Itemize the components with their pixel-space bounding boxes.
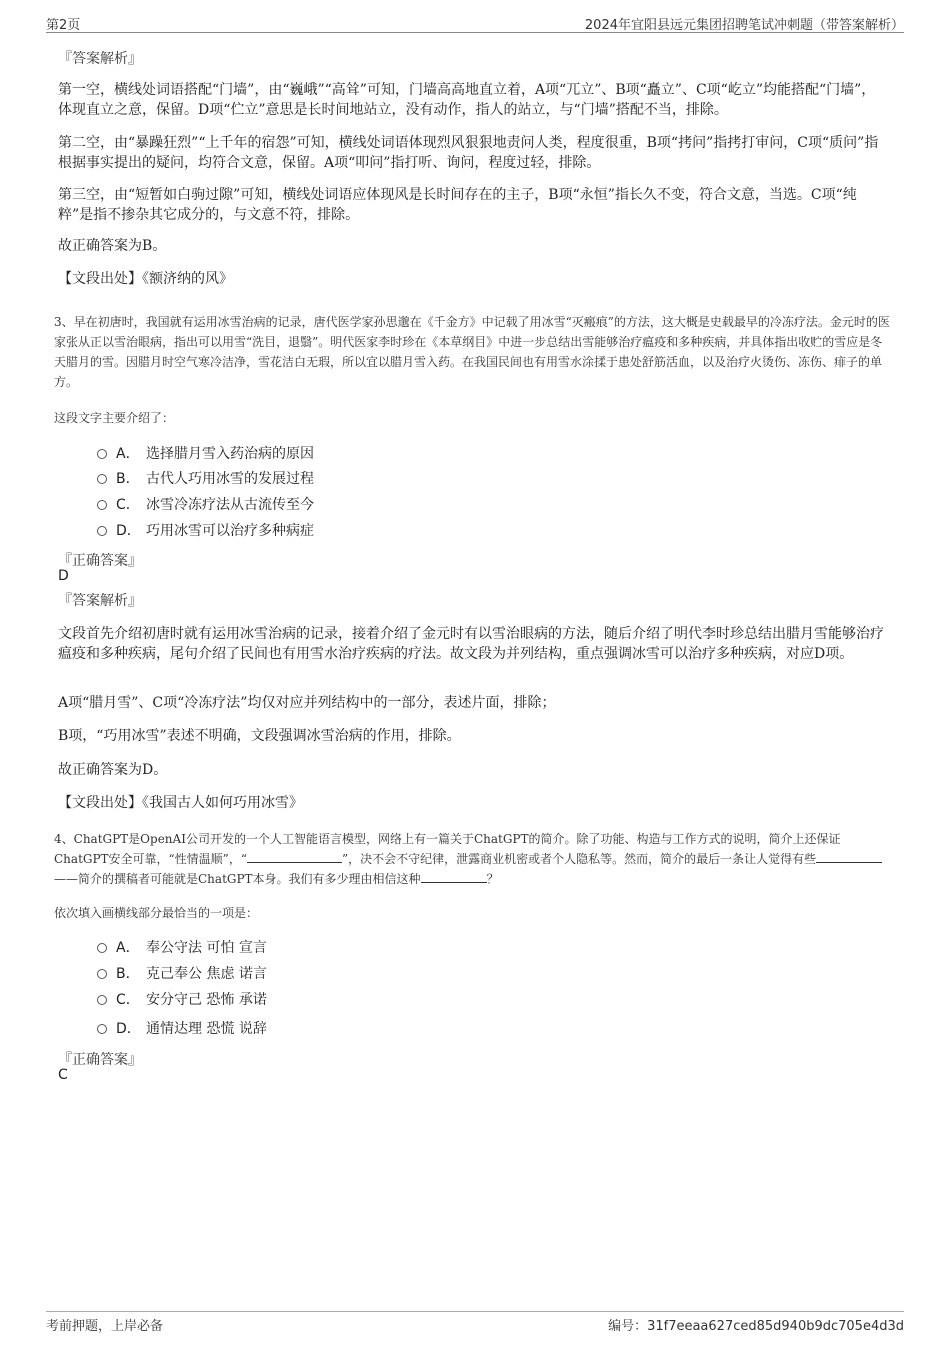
radio-icon[interactable] (97, 500, 107, 510)
q4-option-d[interactable]: D． 通情达理 恐慌 说辞 (97, 1019, 267, 1039)
q4-prompt: 依次填入画横线部分最恰当的一项是： (54, 906, 259, 920)
q4-answer: C (58, 1067, 68, 1083)
q3-conclusion: 故正确答案为D。 (58, 762, 168, 778)
q4-option-b[interactable]: B． 克己奉公 焦虑 诺言 (97, 964, 267, 984)
q3-option-d[interactable]: D． 巧用冰雪可以治疗多种病症 (97, 521, 314, 541)
q2-analysis-paragraph-1: 第一空，横线处词语搭配“门墙”，由“巍峨”“高耸”可知，门墙高高地直立着，A项“兀立”、B项“矗立”、C项“屹立”均能搭配“门墙”，体现直立之意，保留。D项“伫立”意思是长时间地站立，没有动作，指人的站立，与“门墙”搭配不当，排除。 (58, 82, 876, 118)
radio-icon[interactable] (97, 943, 107, 953)
q4-answer-label: 『正确答案』 (58, 1052, 142, 1068)
page-number: 第2页 (46, 18, 81, 33)
q3-option-b[interactable]: B． 古代人巧用冰雪的发展过程 (97, 469, 314, 489)
radio-icon[interactable] (97, 969, 107, 979)
document-title: 2024年宜阳县远元集团招聘笔试冲刺题（带答案解析） (584, 18, 904, 33)
q3-stem: 3、早在初唐时，我国就有运用冰雪治病的记录，唐代医学家孙思邈在《千金方》中记载了用冰雪“灭瘢痕”的方法，这大概是史载最早的冷冻疗法。金元时的医家张从正以雪治眼病，指出可以用雪“洗目，退翳”。明代医家李时珍在《本草纲目》中进一步总结出雪能够治疗瘟疫和多种疾病，并具体指出收贮的雪应是冬天腊月的雪。因腊月时空气寒冷洁净，雪花洁白无瑕，所以宜以腊月雪入药。在我国民间也有用雪水涂揉于患处舒筋活血，以及治疗火烫伤、冻伤、痱子的单方。 (54, 315, 890, 389)
radio-icon[interactable] (97, 1024, 107, 1034)
footer-slogan: 考前押题，上岸必备 (46, 1319, 164, 1334)
radio-icon[interactable] (97, 995, 107, 1005)
page-header (46, 12, 904, 33)
q4-option-c[interactable]: C． 安分守己 恐怖 承诺 (97, 990, 267, 1010)
q2-analysis-paragraph-2: 第二空，由“暴躁狂烈”“上千年的宿怨”可知，横线处词语体现烈风狠狠地责问人类，程度很重，B项“拷问”指拷打审问，C项“质问”指根据事实提出的疑问，均符合文意，保留。A项“叩问”指打听、询问，程度过轻，排除。 (58, 135, 879, 171)
q2-conclusion: 故正确答案为B。 (58, 238, 167, 254)
q3-option-a[interactable]: A． 选择腊月雪入药治病的原因 (97, 444, 314, 464)
q4-option-a[interactable]: A． 奉公守法 可怕 宣言 (97, 938, 267, 958)
q4-blank-1[interactable] (247, 850, 342, 863)
radio-icon[interactable] (97, 474, 107, 484)
q4-blank-2[interactable] (816, 850, 882, 863)
q2-analysis-label: 『答案解析』 (58, 51, 142, 67)
q3-analysis-paragraph-1: 文段首先介绍初唐时就有运用冰雪治病的记录，接着介绍了金元时有以雪治眼病的方法，随后介绍了明代李时珍总结出腊月雪能够治疗瘟疫和多种疾病，尾句介绍了民间也有用雪水治疗疾病的疗法。故文段为并列结构，重点强调冰雪可以治疗多种疾病，对应D项。 (58, 626, 884, 662)
q3-answer: D (58, 568, 69, 584)
q2-analysis-paragraph-3: 第三空，由“短暂如白驹过隙”可知，横线处词语应体现风是长时间存在的主子，B项“永恒”指长久不变，符合文意，当选。C项“纯粹”是指不掺杂其它成分的，与文意不符，排除。 (58, 187, 857, 223)
q3-prompt: 这段文字主要介绍了： (54, 411, 175, 425)
q3-analysis-paragraph-2: A项“腊月雪”、C项“冷冻疗法”均仅对应并列结构中的一部分，表述片面，排除； (58, 695, 556, 711)
q4-stem: 4、ChatGPT是OpenAI公司开发的一个人工智能语言模型，网络上有一篇关于ChatGPT的简介。除了功能、构造与工作方式的说明，简介上还保证ChatGPT安全可靠，“性情温顺”，“ ”，决不会不守纪律，泄露商业机密或者个人隐私等。然而，简介的最后一条让人觉得有些——简介的撰稿者可能就是ChatGPT本身。我们有多少理由相信这种 ？ (54, 829, 894, 889)
q3-analysis-paragraph-3: B项，“巧用冰雪”表述不明确，文段强调冰雪治病的作用，排除。 (58, 728, 461, 744)
q3-answer-label: 『正确答案』 (58, 553, 142, 569)
radio-icon[interactable] (97, 449, 107, 459)
page-footer (46, 1311, 904, 1334)
document-code: 编号：31f7eeaa627ced85d940b9dc705e4d3d (608, 1319, 904, 1334)
q3-analysis-label: 『答案解析』 (58, 593, 142, 609)
q3-option-c[interactable]: C． 冰雪冷冻疗法从古流传至今 (97, 495, 314, 515)
q3-source: 【文段出处】《我国古人如何巧用冰雪》 (58, 795, 303, 811)
radio-icon[interactable] (97, 526, 107, 536)
q2-source: 【文段出处】《额济纳的风》 (58, 271, 233, 287)
q4-blank-3[interactable] (421, 870, 487, 883)
